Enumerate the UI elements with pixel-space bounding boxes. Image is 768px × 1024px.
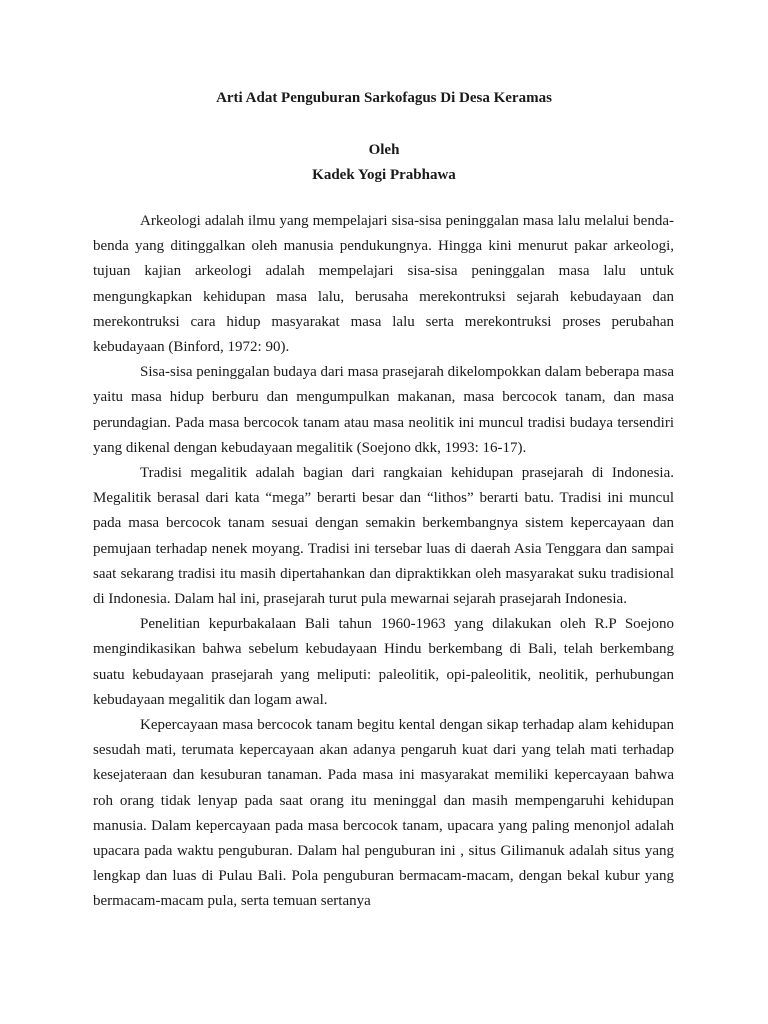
byline <box>0 138 768 188</box>
author-name: Kadek Yogi Prabhawa <box>312 167 456 183</box>
paragraph-2: Sisa-sisa peninggalan budaya dari masa prasejarah dikelompokkan dalam beberapa masa yaitu masa hidup berburu dan mengumpulkan makanan, masa bercocok tanam, dan masa perundagian. Pada masa bercocok tanam atau masa neolitik ini muncul tradisi budaya tersendiri yang dikenal dengan kebudayaan megalitik (Soejono dkk, 1993: 16-17). <box>93 364 674 456</box>
paragraph-4: Penelitian kepurbakalaan Bali tahun 1960-1963 yang dilakukan oleh R.P Soejono mengindikasikan bahwa sebelum kebudayaan Hindu berkembang di Bali, telah berkembang suatu kebudayaan prasejarah yang meliputi: paleolitik, opi-paleolitik, neolitik, perhubungan kebudayaan megalitik dan logam awal. <box>93 616 674 708</box>
by-label: Oleh <box>368 142 400 158</box>
paragraph-1: Arkeologi adalah ilmu yang mempelajari sisa-sisa peninggalan masa lalu melalui benda-benda yang ditinggalkan oleh manusia pendukungnya. Hingga kini menurut pakar arkeologi, tujuan kajian arkeologi adalah mempelajari sisa-sisa peninggalan masa lalu untuk mengungkapkan kehidupan masa lalu, berusaha merekontruksi sejarah kebudayaan dan merekontruksi cara hidup masyarakat masa lalu serta merekontruksi proses perubahan kebudayaan (Binford, 1972: 90). <box>93 213 674 356</box>
document-title: Arti Adat Penguburan Sarkofagus Di Desa Keramas <box>216 90 552 106</box>
document-body <box>93 209 674 915</box>
paragraph-3: Tradisi megalitik adalah bagian dari rangkaian kehidupan prasejarah di Indonesia. Megalitik berasal dari kata “mega” berarti besar dan “lithos” berarti batu. Tradisi ini muncul pada masa bercocok tanam sesuai dengan semakin berkembangnya sistem kepercayaan dan pemujaan terhadap nenek moyang. Tradisi ini tersebar luas di daerah Asia Tenggara dan sampai saat sekarang tradisi itu masih dipertahankan dan dipraktikkan oleh masyarakat suku tradisional di Indonesia. Dalam hal ini, prasejarah turut pula mewarnai sejarah prasejarah Indonesia. <box>93 465 674 608</box>
paragraph-5: Kepercayaan masa bercocok tanam begitu kental dengan sikap terhadap alam kehidupan sesudah mati, terumata kepercayaan akan adanya pengaruh kuat dari yang telah mati terhadap kesejateraan dan kesuburan tanaman. Pada masa ini masyarakat memiliki kepercayaan bahwa roh orang tidak lenyap pada saat orang itu meninggal dan masih mempengaruhi kehidupan manusia. Dalam kepercayaan pada masa bercocok tanam, upacara yang paling menonjol adalah upacara pada waktu penguburan. Dalam hal penguburan ini , situs Gilimanuk adalah situs yang lengkap dan luas di Pulau Bali. Pola penguburan bermacam-macam, dengan bekal kubur yang bermacam-macam pula, serta temuan sertanya <box>93 717 674 910</box>
